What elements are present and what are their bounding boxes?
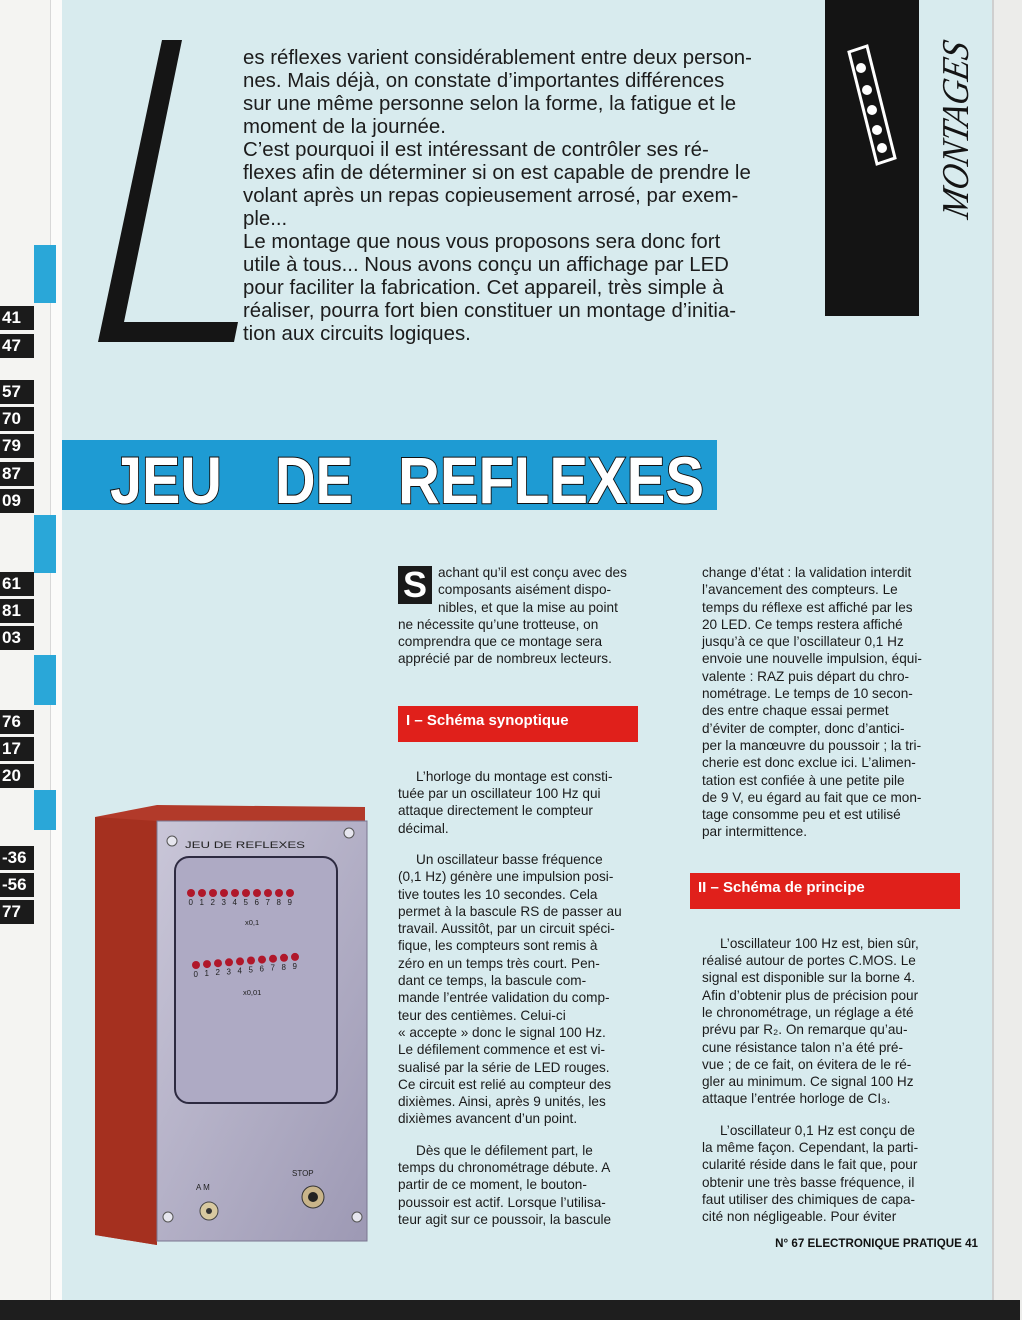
text-line: nibles, et que la mise au point — [438, 599, 618, 615]
text-line: composants aisément dispo- — [438, 582, 612, 598]
text-line: permet à la bascule RS de passer au — [398, 903, 622, 919]
intro-line: Le montage que nous vous proposons sera donc fort — [243, 231, 721, 253]
device-label: JEU DE REFLEXES — [185, 840, 305, 850]
text-line: attaque l’entrée horloge de CI₃. — [702, 1091, 891, 1107]
text-line: tuée par un oscillateur 100 Hz qui — [398, 786, 601, 802]
text-line: nométrage. Le temps de 10 secon- — [702, 686, 913, 702]
column-1 — [398, 564, 668, 1228]
intro-line: volant après un repas copieusement arrosé, par exem- — [243, 185, 739, 207]
index-tab: 09 — [0, 489, 34, 513]
index-tab: 79 — [0, 434, 34, 458]
text-line: per la manœuvre du poussoir ; la tri- — [702, 737, 922, 753]
text-line: L’horloge du montage est consti- — [416, 768, 613, 784]
text-line: obtenir une très basse fréquence, il — [702, 1174, 915, 1190]
led-indicator — [209, 889, 217, 897]
led-indicator — [280, 954, 288, 962]
index-tab: -56 — [0, 873, 34, 897]
intro-paragraph — [243, 47, 803, 346]
led-indicator — [275, 889, 283, 897]
text-line: cherie est donc exclue ici. L’alimen- — [702, 755, 916, 771]
page-footer: N° 67 ELECTRONIQUE PRATIQUE 41 — [775, 1237, 978, 1250]
text-line: valente : RAZ puis départ du chro- — [702, 668, 910, 684]
index-tab: 87 — [0, 462, 34, 486]
text-line: L’oscillateur 0,1 Hz est conçu de — [720, 1122, 915, 1138]
index-tab: 47 — [0, 334, 34, 358]
index-tab: 61 — [0, 572, 34, 596]
led-indicator — [198, 889, 206, 897]
index-color-bar — [34, 790, 56, 830]
intro-line: pour faciliter la fabrication. Cet appareil, très simple à — [243, 277, 724, 299]
drop-cap-s: S — [398, 566, 432, 604]
section-heading: I – Schéma synoptique — [398, 706, 638, 742]
led-indicator — [247, 957, 255, 965]
section-label — [930, 17, 977, 222]
text-line: Un oscillateur basse fréquence — [416, 851, 603, 867]
index-tab: 70 — [0, 407, 34, 431]
text-line: achant qu’il est conçu avec des — [438, 565, 627, 580]
index-color-bar — [34, 245, 56, 303]
text-line: poussoir est actif. Lorsque l’utilisa- — [398, 1194, 606, 1210]
text-line: change d’état : la validation interdit — [702, 565, 912, 580]
text-line: Ce circuit est relié au compteur des — [398, 1076, 612, 1092]
led-digit-label: 7 — [270, 963, 275, 973]
title-word: REFLEXES — [398, 443, 704, 517]
scan-bottom-edge — [0, 1300, 1020, 1320]
text-line: temps du chronométrage débute. A — [398, 1160, 611, 1176]
intro-line: tion aux circuits logiques. — [243, 323, 471, 345]
title-word: JEU — [110, 443, 222, 517]
led-digit-label: 5 — [243, 898, 248, 907]
led-digit-label: 4 — [232, 898, 237, 907]
section-rubric-box — [825, 0, 919, 316]
switch-label: A M — [196, 1183, 210, 1192]
text-line: tage consomme peu et est utilisé — [702, 807, 901, 823]
led-indicator — [286, 889, 294, 897]
led-indicator — [214, 959, 222, 967]
led-digit-label: 7 — [265, 898, 270, 907]
page-edge — [992, 0, 1022, 1320]
intro-line: flexes afin de déterminer si on est capable de prendre le — [243, 162, 751, 184]
index-tab: 77 — [0, 900, 34, 924]
led-digit-label: 6 — [254, 898, 259, 907]
text-line: tive toutes les 10 secondes. Cela — [398, 886, 598, 902]
intro-line: nes. Mais déjà, on constate d’importantes différences — [243, 70, 725, 92]
intro-line: C’est pourquoi il est intéressant de contrôler ses ré- — [243, 139, 709, 161]
text-line: ne nécessite qu’une trotteuse, on — [398, 616, 599, 632]
index-tab: 57 — [0, 380, 34, 404]
text-line: jusqu’à ce que l’oscillateur 0,1 Hz — [702, 634, 904, 650]
led-strip-icon — [845, 46, 897, 166]
text-line: d’éviter de compter, donc d’antici- — [702, 720, 905, 736]
intro-line: réaliser, pourra fort bien constituer un montage d’initia- — [243, 300, 737, 322]
led-indicator — [291, 953, 299, 961]
text-line: fique, les compteurs sont remis à — [398, 938, 598, 954]
tenths-label: x0,1 — [245, 918, 260, 927]
led-indicator — [203, 960, 211, 968]
index-tab: 17 — [0, 737, 34, 761]
intro-line: es réflexes varient considérablement entre deux person- — [243, 47, 752, 69]
screw-icon — [352, 1212, 362, 1222]
led-indicator — [258, 956, 266, 964]
text-line: apprécié par de nombreux lecteurs. — [398, 651, 612, 667]
led-indicator — [192, 961, 200, 969]
text-line: « accepte » donc le signal 100 Hz. — [398, 1024, 606, 1040]
section-heading: II – Schéma de principe — [690, 873, 960, 909]
text-line: décimal. — [398, 820, 449, 836]
intro-line: moment de la journée. — [243, 116, 446, 138]
text-line: par intermittence. — [702, 824, 808, 840]
intro-line: ple... — [243, 208, 288, 230]
led-indicator — [264, 889, 272, 897]
text-line: partir de ce moment, le bouton- — [398, 1177, 587, 1193]
led-digit-label: 2 — [210, 898, 215, 907]
led-digit-label: 8 — [276, 898, 281, 907]
text-line: vue ; de ce fait, on évitera de le ré- — [702, 1056, 912, 1072]
text-line: envoie une nouvelle impulsion, équi- — [702, 651, 922, 667]
led-digit-label: 9 — [292, 961, 297, 971]
text-line: dixièmes avancent d’un point. — [398, 1111, 578, 1127]
drop-cap-l — [98, 40, 238, 342]
text-line: L’oscillateur 100 Hz est, bien sûr, — [720, 935, 919, 951]
led-indicator — [236, 957, 244, 965]
led-indicator — [269, 955, 277, 963]
led-digit-label: 2 — [215, 968, 220, 978]
text-line: mande l’entrée validation du comp- — [398, 990, 610, 1006]
led-indicator — [225, 958, 233, 966]
index-tab: 20 — [0, 764, 34, 788]
intro-line: utile à tous... Nous avons conçu un affichage par LED — [243, 254, 729, 276]
text-line: cune résistance talon n’a été pré- — [702, 1039, 904, 1055]
led-indicator — [220, 889, 228, 897]
hundredths-label: x0,01 — [243, 988, 262, 997]
led-digit-label: 3 — [221, 898, 226, 907]
text-line: gler au minimum. Ce signal 100 Hz — [702, 1074, 914, 1090]
text-line: dant ce temps, la bascule com- — [398, 973, 587, 989]
text-line: prévu par R₂. On remarque qu’au- — [702, 1022, 908, 1038]
text-line: cularité réside dans le fait que, pour — [702, 1157, 918, 1173]
text-line: temps du réflexe est affiché par les — [702, 599, 913, 615]
text-line: des entre chaque essai permet — [702, 703, 889, 719]
text-line: réalisé autour de portes C.MOS. Le — [702, 953, 916, 969]
text-line: de 9 V, eu égard au fait que ce mon- — [702, 789, 922, 805]
text-line: le chronométrage, un réglage a été — [702, 1004, 914, 1020]
article-title — [110, 443, 710, 517]
text-line: 20 LED. Ce temps restera affiché — [702, 616, 903, 632]
screw-icon — [344, 828, 354, 838]
text-line: zéro en un temps très court. Pen- — [398, 955, 600, 971]
index-tab: 81 — [0, 599, 34, 623]
column-2 — [698, 564, 972, 1226]
text-line: Le défilement commence et est vi- — [398, 1042, 606, 1058]
text-line: comprendra que ce montage sera — [398, 634, 603, 650]
led-digit-label: 9 — [287, 898, 292, 907]
led-indicator — [187, 889, 195, 897]
index-tab: 76 — [0, 710, 34, 734]
section-label-text: MONTAGES — [935, 17, 977, 222]
index-color-bar — [34, 655, 56, 705]
led-digit-label: 5 — [248, 965, 253, 975]
index-tab: 41 — [0, 306, 34, 330]
led-digit-label: 0 — [193, 970, 198, 979]
text-line: cité non négligeable. Pour éviter — [702, 1209, 897, 1225]
device-photo — [95, 805, 370, 1245]
text-line: tation est confiée à une petite pile — [702, 772, 905, 788]
text-line: (0,1 Hz) génère une impulsion posi- — [398, 869, 614, 885]
screw-icon — [163, 1212, 173, 1222]
stop-label: STOP — [292, 1169, 314, 1178]
text-line: faut utiliser des chimiques de capa- — [702, 1191, 916, 1207]
text-line: l’avancement des compteurs. Le — [702, 582, 898, 598]
led-indicator — [231, 889, 239, 897]
text-line: attaque directement le compteur — [398, 803, 593, 819]
text-line: travail. Aussitôt, par un circuit spéci- — [398, 921, 615, 937]
text-line: signal est disponible sur la borne 4. — [702, 970, 916, 986]
index-tab: 03 — [0, 626, 34, 650]
title-word: DE — [275, 443, 353, 517]
intro-line: sur une même personne selon la forme, la fatigue et le — [243, 93, 737, 115]
led-digit-label: 4 — [237, 966, 242, 976]
index-color-bar — [34, 515, 56, 573]
text-line: dixièmes. Ainsi, après 9 unités, les — [398, 1094, 606, 1110]
led-indicator — [242, 889, 250, 897]
text-line: Dès que le défilement part, le — [416, 1142, 593, 1158]
led-digit-label: 8 — [281, 962, 286, 972]
text-line: Afin d’obtenir plus de précision pour — [702, 987, 919, 1003]
index-tab: -36 — [0, 846, 34, 870]
led-digit-label: 0 — [188, 898, 193, 907]
led-digit-label: 3 — [226, 967, 231, 977]
text-line: teur agit sur ce poussoir, la bascule — [398, 1211, 612, 1227]
screw-icon — [167, 836, 177, 846]
led-digit-label: 1 — [204, 969, 209, 979]
text-line: sualisé par la série de LED rouges. — [398, 1059, 610, 1075]
led-indicator — [253, 889, 261, 897]
led-digit-label: 6 — [259, 964, 264, 974]
led-digit-label: 1 — [199, 898, 204, 907]
text-line: la même façon. Cependant, la parti- — [702, 1140, 919, 1156]
text-line: teur des centièmes. Celui-ci — [398, 1007, 566, 1023]
